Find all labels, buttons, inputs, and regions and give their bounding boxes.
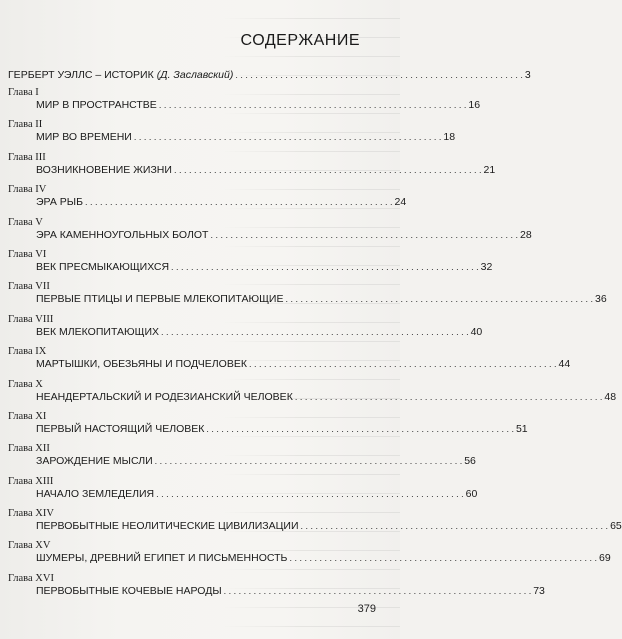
chapter-title: ПЕРВОБЫТНЫЕ КОЧЕВЫЕ НАРОДЫ <box>36 584 222 597</box>
chapter-label: Глава V <box>8 216 43 228</box>
chapter-row <box>36 260 493 273</box>
toc-entry <box>8 570 545 602</box>
toc-entry <box>8 149 496 181</box>
chapter-page: 51 <box>515 422 528 435</box>
page-number: 379 <box>357 603 376 615</box>
toc-entry <box>8 473 478 505</box>
chapter-label: Глава XIV <box>8 508 54 520</box>
chapter-page: 56 <box>464 455 476 468</box>
chapter-row <box>36 131 456 144</box>
chapter-page: 16 <box>468 99 481 111</box>
toc-entry <box>8 214 532 246</box>
chapter-page: 18 <box>443 131 456 144</box>
chapter-title: ПЕРВОБЫТНЫЕ НЕОЛИТИЧЕСКИЕ ЦИВИЛИЗАЦИИ <box>36 520 299 533</box>
chapter-title: НЕАНДЕРТАЛЬСКИЙ И РОДЕЗИАНСКИЙ ЧЕЛОВЕК <box>36 390 293 403</box>
chapter-page: 28 <box>520 228 532 241</box>
page-title: СОДЕРЖАНИЕ <box>240 32 360 49</box>
chapter-label: Глава VII <box>8 281 50 293</box>
dot-leader: . . . . . . . . . . . . . . . . . . . . . . . . . . . . . . . . . . . . . . . . . . . . . . . . . . . . . . . . . . <box>235 70 523 80</box>
intro-entry <box>8 69 531 83</box>
intro-entry-title: ГЕРБЕРТ УЭЛЛС – ИСТОРИК <box>8 69 154 81</box>
chapter-page: 24 <box>394 196 407 209</box>
chapter-page: 73 <box>533 584 545 597</box>
toc-entry <box>8 278 607 310</box>
chapter-row <box>36 228 532 241</box>
intro-entry-author: (Д. Заславский) <box>156 69 234 81</box>
chapter-title: МИР ВО ВРЕМЕНИ <box>36 131 132 144</box>
chapter-title: ПЕРВЫЙ НАСТОЯЩИЙ ЧЕЛОВЕК <box>36 422 205 435</box>
chapter-row <box>36 358 571 371</box>
toc-entry <box>8 116 456 148</box>
chapter-label: Глава IV <box>8 184 47 196</box>
dot-leader: . . . . . . . . . . . . . . . . . . . . . . . . . . . . . . . . . . . . . . . . . . . . . . . . . . . . . . . . . . . . . . <box>206 423 514 434</box>
chapter-row <box>36 293 607 306</box>
chapter-title: МАРТЫШКИ, ОБЕЗЬЯНЫ И ПОДЧЕЛОВЕК <box>36 358 247 371</box>
chapter-row <box>36 487 478 500</box>
chapter-label: Глава XV <box>8 540 51 552</box>
intro-entry-page: 3 <box>524 69 531 81</box>
chapter-label: Глава III <box>8 151 46 163</box>
chapter-page: 21 <box>483 163 496 176</box>
table-of-contents <box>8 84 622 602</box>
chapter-page: 44 <box>558 358 571 371</box>
toc-entry <box>8 181 407 213</box>
chapter-row <box>36 390 617 403</box>
chapter-title: ВОЗНИКНОВЕНИЕ ЖИЗНИ <box>36 163 172 176</box>
chapter-label: Глава XVI <box>8 572 54 584</box>
dot-leader: . . . . . . . . . . . . . . . . . . . . . . . . . . . . . . . . . . . . . . . . . . . . . . . . . . . . . . . . . . . . . . <box>173 164 482 175</box>
chapter-title: ЗАРОЖДЕНИЕ МЫСЛИ <box>36 455 153 468</box>
dot-leader: . . . . . . . . . . . . . . . . . . . . . . . . . . . . . . . . . . . . . . . . . . . . . . . . . . . . . . . . . . . . . . <box>158 100 467 110</box>
toc-entry <box>8 376 617 408</box>
chapter-page: 60 <box>465 487 478 500</box>
dot-leader: . . . . . . . . . . . . . . . . . . . . . . . . . . . . . . . . . . . . . . . . . . . . . . . . . . . . . . . . . . . . . . <box>285 294 594 305</box>
dot-leader: . . . . . . . . . . . . . . . . . . . . . . . . . . . . . . . . . . . . . . . . . . . . . . . . . . . . . . . . . . . . . . <box>223 585 532 596</box>
chapter-page: 32 <box>480 260 493 273</box>
dot-leader: . . . . . . . . . . . . . . . . . . . . . . . . . . . . . . . . . . . . . . . . . . . . . . . . . . . . . . . . . . . . . . <box>294 391 603 402</box>
dot-leader: . . . . . . . . . . . . . . . . . . . . . . . . . . . . . . . . . . . . . . . . . . . . . . . . . . . . . . . . . . . . . . <box>133 132 442 143</box>
chapter-row <box>36 520 622 533</box>
chapter-page: 65 <box>610 520 622 533</box>
chapter-label: Глава II <box>8 119 43 131</box>
dot-leader: . . . . . . . . . . . . . . . . . . . . . . . . . . . . . . . . . . . . . . . . . . . . . . . . . . . . . . . . . . . . . . <box>84 197 393 208</box>
dot-leader: . . . . . . . . . . . . . . . . . . . . . . . . . . . . . . . . . . . . . . . . . . . . . . . . . . . . . . . . . . . . . . <box>300 521 609 532</box>
toc-entry <box>8 408 528 440</box>
chapter-row <box>36 196 407 209</box>
chapter-title: МИР В ПРОСТРАНСТВЕ <box>36 99 157 111</box>
chapter-title: ПЕРВЫЕ ПТИЦЫ И ПЕРВЫЕ МЛЕКОПИТАЮЩИЕ <box>36 293 284 306</box>
dot-leader: . . . . . . . . . . . . . . . . . . . . . . . . . . . . . . . . . . . . . . . . . . . . . . . . . . . . . . . . . . . . . . <box>156 488 464 499</box>
chapter-row <box>36 455 476 468</box>
chapter-page: 69 <box>599 552 611 565</box>
toc-entry <box>8 84 481 116</box>
chapter-label: Глава XII <box>8 443 50 455</box>
chapter-label: Глава IX <box>8 346 47 358</box>
chapter-title: ВЕК ПРЕСМЫКАЮЩИХСЯ <box>36 260 170 273</box>
toc-entry <box>8 246 493 278</box>
chapter-label: Глава I <box>8 87 39 98</box>
dot-leader: . . . . . . . . . . . . . . . . . . . . . . . . . . . . . . . . . . . . . . . . . . . . . . . . . . . . . . . . . . . . . . <box>289 553 597 564</box>
toc-entry <box>8 440 476 472</box>
chapter-row <box>36 584 545 597</box>
chapter-title: ВЕК МЛЕКОПИТАЮЩИХ <box>36 325 160 338</box>
chapter-title: ШУМЕРЫ, ДРЕВНИЙ ЕГИПЕТ И ПИСЬМЕННОСТЬ <box>36 552 288 565</box>
chapter-title: ЭРА КАМЕННОУГОЛЬНЫХ БОЛОТ <box>36 228 209 241</box>
dot-leader: . . . . . . . . . . . . . . . . . . . . . . . . . . . . . . . . . . . . . . . . . . . . . . . . . . . . . . . . . . . . . . <box>171 261 479 272</box>
toc-entry <box>8 537 611 569</box>
chapter-label: Глава XIII <box>8 475 54 487</box>
chapter-row <box>36 163 496 176</box>
toc-entry <box>8 505 622 537</box>
toc-entry <box>8 343 571 375</box>
chapter-page: 36 <box>595 293 607 306</box>
chapter-label: Глава VI <box>8 248 47 260</box>
dot-leader: . . . . . . . . . . . . . . . . . . . . . . . . . . . . . . . . . . . . . . . . . . . . . . . . . . . . . . . . . . . . . . <box>161 326 469 337</box>
chapter-label: Глава VIII <box>8 313 54 325</box>
toc-entry <box>8 311 483 343</box>
dot-leader: . . . . . . . . . . . . . . . . . . . . . . . . . . . . . . . . . . . . . . . . . . . . . . . . . . . . . . . . . . . . . . <box>154 456 463 467</box>
chapter-label: Глава X <box>8 378 43 390</box>
chapter-row <box>36 99 481 111</box>
chapter-row <box>36 422 528 435</box>
chapter-title: НАЧАЛО ЗЕМЛЕДЕЛИЯ <box>36 487 155 500</box>
chapter-page: 48 <box>604 390 617 403</box>
chapter-row <box>36 325 483 338</box>
chapter-row <box>36 552 611 565</box>
chapter-label: Глава XI <box>8 410 47 422</box>
dot-leader: . . . . . . . . . . . . . . . . . . . . . . . . . . . . . . . . . . . . . . . . . . . . . . . . . . . . . . . . . . . . . . <box>210 229 518 240</box>
chapter-page: 40 <box>470 325 483 338</box>
dot-leader: . . . . . . . . . . . . . . . . . . . . . . . . . . . . . . . . . . . . . . . . . . . . . . . . . . . . . . . . . . . . . . <box>248 359 557 370</box>
chapter-title: ЭРА РЫБ <box>36 196 83 209</box>
